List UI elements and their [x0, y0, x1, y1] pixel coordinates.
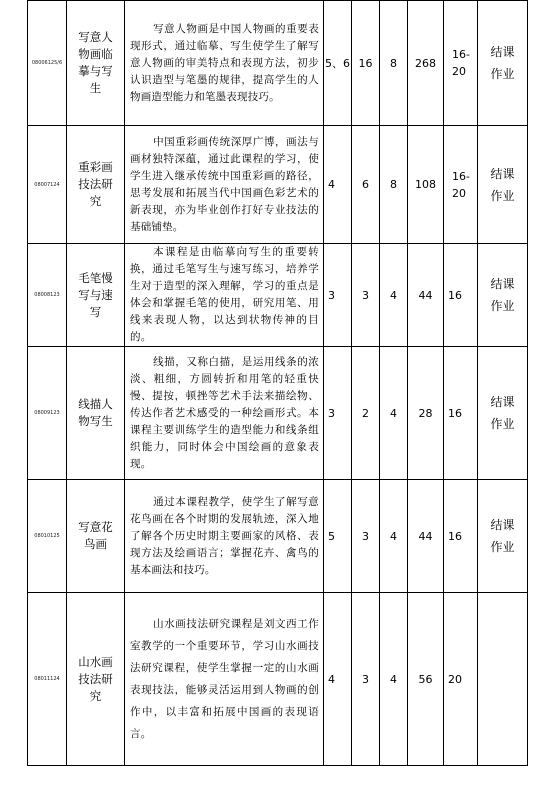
course-name-cell: 山水画技法研究	[67, 593, 125, 766]
course-description-cell	[125, 126, 324, 244]
course-description-text: 线描，又称白描，是运用线条的浓淡、粗细，方圆转折和用笔的轻重快慢、提按，顿挫等艺术手法来描绘物、传达作者艺术感受的一种绘画形式。本课程主要训练学生的造型能力和线条组织能力，同时体会中国绘画的意象表现。	[130, 355, 319, 470]
course-code-cell: 08010125	[28, 480, 67, 593]
course-name-cell: 写意花鸟画	[67, 480, 125, 593]
assessment-cell: 结课作业	[478, 1, 528, 126]
semester-cell: 4	[324, 126, 352, 244]
hours-cell: 108	[408, 126, 444, 244]
semester-cell: 3	[324, 347, 352, 480]
hours-cell: 56	[408, 593, 444, 766]
course-description-cell	[125, 480, 324, 593]
semester-cell: 3	[324, 244, 352, 347]
weeks-cell: 16	[352, 1, 380, 126]
credits-cell: 4	[380, 593, 408, 766]
table-row	[28, 244, 528, 347]
table-row	[28, 593, 528, 766]
table-row	[28, 1, 528, 126]
course-description-text: 中国重彩画传统深厚广博，画法与画材独特深蕴，通过此课程的学习，使学生进入继承传统中国重彩画的路径，思考发展和拓展当代中国画色彩艺术的新表现，亦为毕业创作打好专业技法的基础铺垫。	[130, 135, 319, 233]
weeks-cell: 2	[352, 347, 380, 480]
course-description-text: 本课程是由临摹向写生的重要转换，通过毛笔写生与速写练习，培养学生对于造型的深入理解，学习的重点是体会和掌握毛笔的使用，研究用笔、用线来表现人物，以达到状物传神的目的。	[130, 246, 319, 343]
semester-cell: 4	[324, 593, 352, 766]
course-code-cell: 08008123	[28, 244, 67, 347]
course-name-cell: 线描人物写生	[67, 347, 125, 480]
course-name-cell: 重彩画技法研究	[67, 126, 125, 244]
table-row	[28, 347, 528, 480]
table-row	[28, 126, 528, 244]
course-table	[27, 0, 528, 766]
credits-cell: 4	[380, 480, 408, 593]
course-description-cell	[125, 244, 324, 347]
week-range-cell: 16	[444, 244, 478, 347]
course-description-cell	[125, 1, 324, 126]
hours-cell: 44	[408, 480, 444, 593]
hours-cell: 28	[408, 347, 444, 480]
weeks-cell: 3	[352, 244, 380, 347]
course-description-text: 通过本课程教学，使学生了解写意花鸟画在各个时期的发展轨迹，深入地了解各个历史时期主要画家的风格、表现方法及绘画语言；掌握花卉、禽鸟的基本画法和技巧。	[130, 495, 319, 576]
course-code-cell: 08006125/6	[28, 1, 67, 126]
course-description-text: 写意人物画是中国人物画的重要表现形式，通过临摹、写生使学生了解写意人物画的审美特点和表现方法，初步认识造型与笔墨的规律，提高学生的人物画造型能力和笔墨表现技巧。	[130, 22, 319, 103]
course-name-cell: 写意人物画临摹与写生	[67, 1, 125, 126]
course-description-cell	[125, 347, 324, 480]
credits-cell: 4	[380, 347, 408, 480]
week-range-cell: 20	[444, 593, 478, 766]
credits-cell: 4	[380, 244, 408, 347]
credits-cell: 8	[380, 126, 408, 244]
assessment-cell: 结课作业	[478, 480, 528, 593]
hours-cell: 268	[408, 1, 444, 126]
credits-cell: 8	[380, 1, 408, 126]
assessment-cell: 结课作业	[478, 347, 528, 480]
weeks-cell: 6	[352, 126, 380, 244]
week-range-cell: 16	[444, 347, 478, 480]
hours-cell: 44	[408, 244, 444, 347]
weeks-cell: 3	[352, 480, 380, 593]
course-name-cell: 毛笔慢写与速写	[67, 244, 125, 347]
assessment-cell	[478, 593, 528, 766]
course-description-text: 山水画技法研究课程是刘文西工作室教学的一个重要环节，学习山水画技法研究课程，使学生掌握一定的山水画表现技法，能够灵活运用到人物画的创作中，以丰富和拓展中国画的表现语言。	[130, 618, 319, 740]
semester-cell: 5、6	[324, 1, 352, 126]
course-code-cell: 08007124	[28, 126, 67, 244]
week-range-cell: 16	[444, 480, 478, 593]
week-range-cell: 16-20	[444, 1, 478, 126]
assessment-cell: 结课作业	[478, 126, 528, 244]
weeks-cell: 3	[352, 593, 380, 766]
course-code-cell: 08011124	[28, 593, 67, 766]
week-range-cell: 16-20	[444, 126, 478, 244]
assessment-cell: 结课作业	[478, 244, 528, 347]
course-code-cell: 08009123	[28, 347, 67, 480]
table-row	[28, 480, 528, 593]
course-description-cell	[125, 593, 324, 766]
semester-cell: 5	[324, 480, 352, 593]
